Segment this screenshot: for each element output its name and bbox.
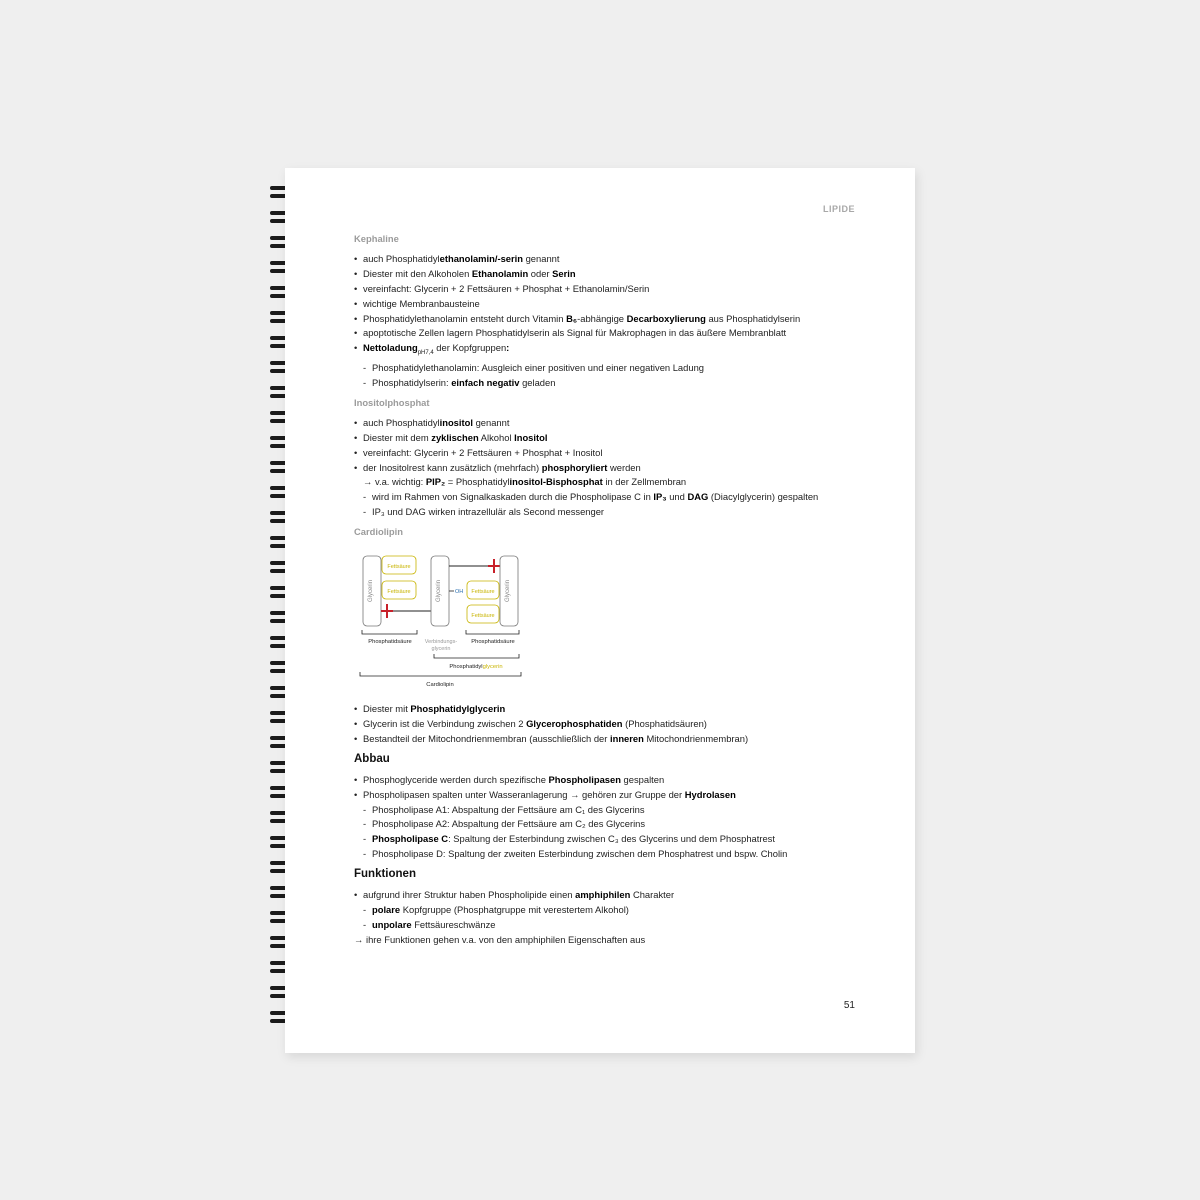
list-item: • Diester mit Phosphatidylglycerin bbox=[354, 702, 864, 717]
cardiolipin-diagram bbox=[354, 548, 554, 698]
list-item: - Phospholipase C: Spaltung der Esterbindung zwischen C₃ des Glycerins und dem Phosphatrest bbox=[354, 832, 864, 847]
list-inositol bbox=[354, 416, 864, 520]
list-item: - polare Kopfgruppe (Phosphatgruppe mit verestertem Alkohol) bbox=[354, 903, 864, 918]
list-item: • aufgrund ihrer Struktur haben Phospholipide einen amphiphilen Charakter bbox=[354, 888, 864, 903]
list-item: • apoptotische Zellen lagern Phosphatidylserin als Signal für Makrophagen in das äußere Membranblatt bbox=[354, 326, 864, 341]
list-item: - wird im Rahmen von Signalkaskaden durch die Phospholipase C in IP₃ und DAG (Diacylglycerin) gespalten bbox=[354, 490, 864, 505]
list-item: • Bestandteil der Mitochondrienmembran (ausschließlich der inneren Mitochondrienmembran) bbox=[354, 732, 864, 747]
cleavage-cross-left bbox=[381, 604, 393, 618]
page-number: 51 bbox=[843, 1000, 855, 1011]
bracket-phosphatidsaeure-right bbox=[466, 630, 519, 634]
glycerin-label-left: Glycerin bbox=[368, 580, 374, 603]
list-kephaline bbox=[354, 252, 864, 391]
list-item: • wichtige Membranbausteine bbox=[354, 297, 864, 312]
label-verbindungsglycerin-1: Verbindungs- bbox=[424, 639, 458, 646]
chapter-header: LIPIDE bbox=[822, 204, 855, 214]
list-item: - Phosphatidylethanolamin: Ausgleich einer positiven und einer negativen Ladung bbox=[354, 361, 864, 376]
notebook-page bbox=[285, 168, 915, 1053]
section-heading-abbau: Abbau bbox=[354, 752, 390, 765]
list-item: • Phosphoglyceride werden durch spezifische Phospholipasen gespalten bbox=[354, 773, 864, 788]
glycerin-label-right: Glycerin bbox=[505, 580, 511, 603]
list-abbau bbox=[354, 773, 864, 862]
bracket-cardiolipin bbox=[360, 672, 521, 676]
section-heading-cardiolipin: Cardiolipin bbox=[354, 526, 403, 538]
section-heading-kephaline: Kephaline bbox=[354, 233, 399, 244]
cleavage-cross-right bbox=[488, 559, 500, 573]
list-item: • Phospholipasen spalten unter Wasseranlagerung → gehören zur Gruppe der Hydrolasen bbox=[354, 788, 864, 803]
oh-label: OH bbox=[455, 589, 464, 596]
list-item: • Nettoladung$_{pH7,4}$ der Kopfgruppen: bbox=[354, 341, 864, 361]
label-verbindungsglycerin-2: glycerin bbox=[431, 646, 451, 653]
bracket-phosphatidylglycerin bbox=[434, 654, 519, 658]
list-item: - unpolare Fettsäureschwänze bbox=[354, 918, 864, 933]
list-item: • vereinfacht: Glycerin + 2 Fettsäuren + Phosphat + Ethanolamin/Serin bbox=[354, 282, 864, 297]
list-item: - IP₃ und DAG wirken intrazellulär als Second messenger bbox=[354, 505, 864, 520]
cardiolipin-structure-svg bbox=[354, 548, 554, 698]
list-item: • auch Phosphatidylinositol genannt bbox=[354, 416, 864, 431]
label-cardiolipin: Cardiolipin bbox=[426, 682, 454, 689]
list-item: - Phosphatidylserin: einfach negativ geladen bbox=[354, 376, 864, 391]
section-heading-funktionen: Funktionen bbox=[354, 868, 416, 881]
list-item: • vereinfacht: Glycerin + 2 Fettsäuren + Phosphat + Inositol bbox=[354, 446, 864, 461]
list-item: - Phospholipase D: Spaltung der zweiten Esterbindung zwischen dem Phosphatrest und bspw. Cholin bbox=[354, 847, 864, 862]
list-item: → v.a. wichtig: PIP₂ = Phosphatidylinositol-Bisphosphat in der Zellmembran bbox=[363, 476, 687, 488]
list-item: • Diester mit dem zyklischen Alkohol Inositol bbox=[354, 431, 864, 446]
list-item: • der Inositolrest kann zusätzlich (mehrfach) phosphoryliert werden bbox=[354, 461, 864, 476]
fatty-acid-label-3: Fettsäure bbox=[471, 589, 495, 596]
bracket-phosphatidsaeure-left bbox=[362, 630, 417, 634]
fatty-acid-label-2: Fettsäure bbox=[387, 589, 411, 596]
label-phosphatidsaeure-left: Phosphatidsäure bbox=[368, 639, 412, 646]
label-phosphatidylglycerin: Phosphatidylglycerin bbox=[449, 664, 503, 671]
list-item: → ihre Funktionen gehen v.a. von den amphiphilen Eigenschaften aus bbox=[354, 933, 646, 945]
list-item: - Phospholipase A1: Abspaltung der Fettsäure am C₁ des Glycerins bbox=[354, 803, 864, 818]
glycerin-label-middle: Glycerin bbox=[436, 580, 442, 603]
list-item: • auch Phosphatidylethanolamin/-serin genannt bbox=[354, 252, 864, 267]
list-item: • Glycerin ist die Verbindung zwischen 2 Glycerophosphatiden (Phosphatidsäuren) bbox=[354, 717, 864, 732]
fatty-acid-label-1: Fettsäure bbox=[387, 564, 411, 571]
list-item: • Phosphatidylethanolamin entsteht durch Vitamin B₆-abhängige Decarboxylierung aus Phosphatidylserin bbox=[354, 312, 864, 327]
fatty-acid-label-4: Fettsäure bbox=[471, 613, 495, 620]
section-heading-inositol: Inositolphosphat bbox=[354, 396, 430, 408]
label-phosphatidsaeure-right: Phosphatidsäure bbox=[471, 639, 515, 646]
list-item: - Phospholipase A2: Abspaltung der Fettsäure am C₂ des Glycerins bbox=[354, 817, 864, 832]
list-item: • Diester mit den Alkoholen Ethanolamin oder Serin bbox=[354, 267, 864, 282]
page-content bbox=[354, 232, 864, 953]
list-cardiolipin bbox=[354, 702, 864, 747]
list-funktionen bbox=[354, 888, 864, 948]
